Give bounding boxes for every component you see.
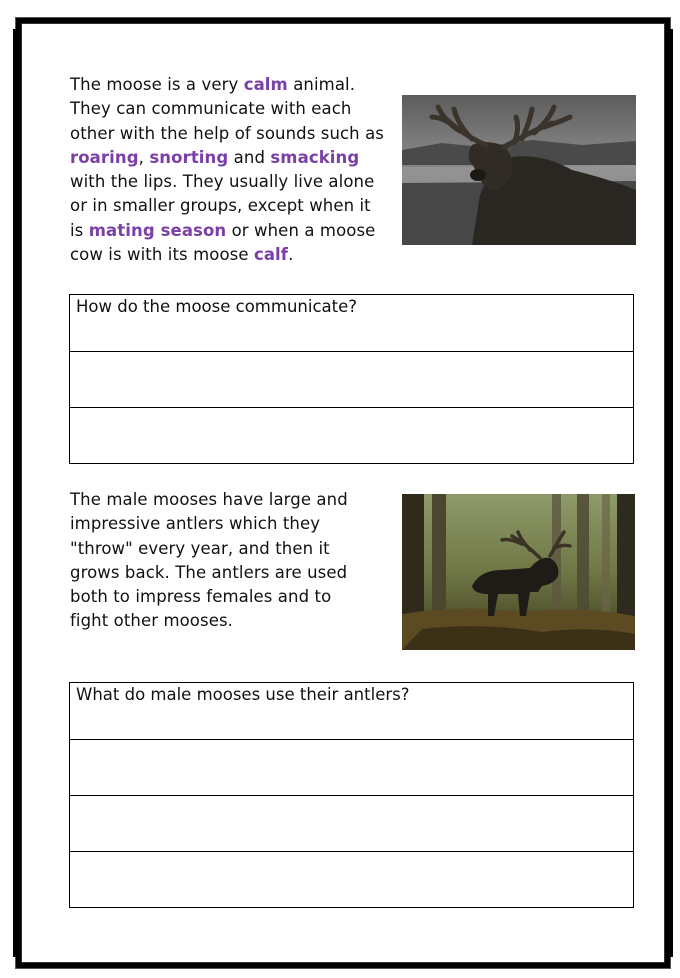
forest-moose-image [402, 494, 635, 650]
answer-line[interactable] [70, 851, 633, 907]
roaring-moose-image [402, 95, 636, 245]
highlighted-word: smacking [270, 147, 360, 167]
answer-line[interactable] [70, 407, 633, 463]
highlighted-word: roaring [70, 147, 139, 167]
roaring-moose-photo [402, 95, 636, 245]
highlighted-word: calf [253, 245, 289, 265]
paragraph-text: , [138, 147, 150, 167]
question-box-communicate [69, 294, 634, 464]
paragraph-text: with the lips. They usually live alone or in smaller groups, except when it is [70, 172, 375, 240]
paragraph-text: . [288, 245, 294, 265]
answer-line[interactable] [70, 795, 633, 851]
answer-line[interactable] [70, 295, 633, 351]
answer-line[interactable] [70, 739, 633, 795]
highlighted-word: mating season [88, 220, 227, 240]
paragraph-text: or when a moose cow is with its moose [70, 220, 376, 265]
forest-moose-photo [402, 494, 635, 650]
paragraph-text: The male mooses have large and impressive antlers which they "throw" every year, and then it grows back. The antlers are used both to impress females and to fight other mooses. [70, 490, 348, 631]
question-text: What do male mooses use their antlers? [76, 685, 410, 704]
highlighted-word: calm [243, 75, 288, 94]
paragraph-text: animal. They can communicate with each other with the help of sounds such as [70, 75, 384, 143]
answer-line[interactable] [70, 683, 633, 739]
question-text: How do the moose communicate? [76, 297, 358, 316]
moose-calm-paragraph [70, 73, 388, 267]
paragraph-text: and [228, 147, 271, 167]
answer-line[interactable] [70, 351, 633, 407]
question-box-antlers [69, 682, 634, 908]
antlers-paragraph [70, 488, 370, 634]
highlighted-word: snorting [149, 147, 229, 167]
paragraph-text: The moose is a very [70, 75, 244, 94]
